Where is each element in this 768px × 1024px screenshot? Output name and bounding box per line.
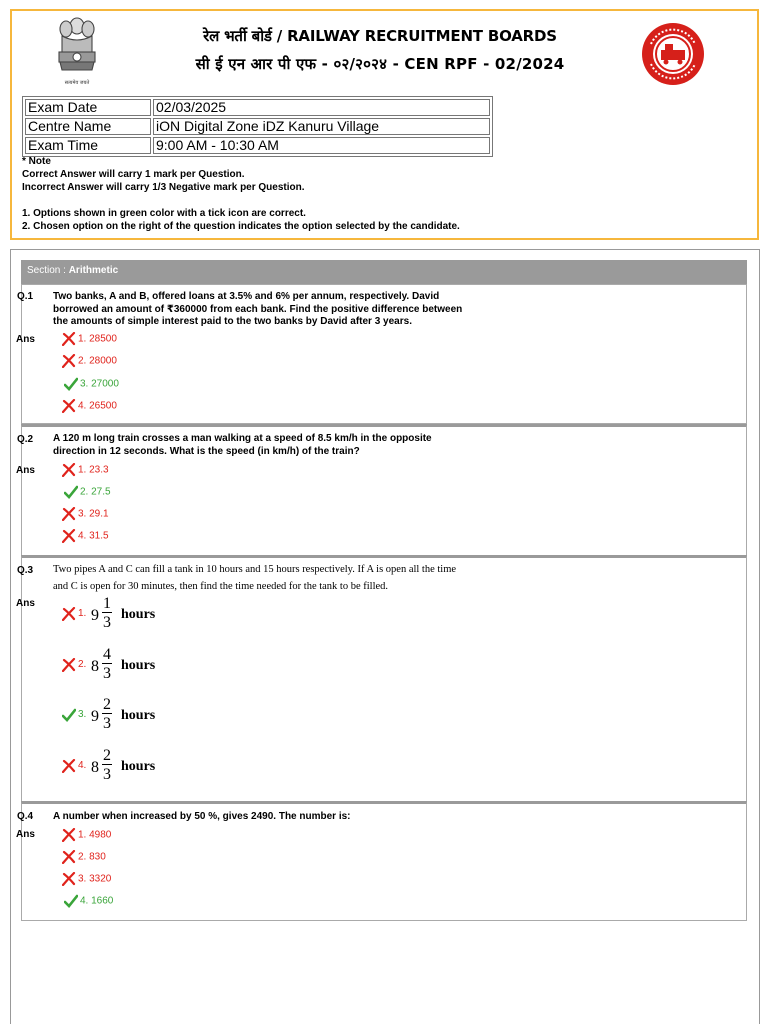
title-line-1: रेल भर्ती बोर्ड / RAILWAY RECRUITMENT BOARDS — [203, 27, 557, 45]
option-number: 3. — [78, 709, 87, 720]
option-label: 4. 1660 — [80, 895, 114, 907]
option-label: 2. 830 — [78, 851, 106, 863]
fraction-denominator: 3 — [103, 614, 111, 631]
exam-time-row — [25, 137, 490, 154]
cross-icon — [62, 607, 76, 621]
fraction-numerator: 2 — [103, 696, 111, 713]
exam-date-label: Exam Date — [25, 99, 151, 116]
option-label: 1. 28500 — [78, 333, 117, 345]
option-correct — [62, 894, 113, 908]
question-text-line: direction in 12 seconds. What is the speed (in km/h) of the train? — [53, 445, 360, 457]
fraction-unit: hours — [121, 658, 156, 673]
centre-name-value: iON Digital Zone iDZ Kanuru Village — [153, 118, 490, 135]
national-emblem-icon — [52, 14, 102, 80]
emblem-caption: सत्यमेव जयते — [64, 80, 90, 86]
ans-label: Ans — [16, 465, 35, 476]
question-text-line: borrowed an amount of ₹360000 from each bank. Find the positive difference between — [53, 303, 463, 315]
fraction-unit: hours — [121, 607, 156, 622]
cross-icon — [62, 759, 76, 773]
question-text-line: A number when increased by 50 %, gives 2490. The number is: — [53, 811, 351, 822]
section-prefix: Section : — [27, 265, 69, 276]
section-name: Arithmetic — [68, 265, 119, 276]
option-wrong — [62, 507, 109, 521]
question-text — [53, 811, 523, 824]
cross-icon — [62, 529, 76, 543]
ans-label: Ans — [16, 334, 35, 345]
cross-icon — [62, 828, 76, 842]
option-label: 4. 31.5 — [78, 530, 109, 542]
question-number: Q.2 — [17, 434, 34, 445]
option-number: 1. — [78, 608, 87, 619]
option-label: 2. 28000 — [78, 355, 117, 367]
fraction-whole: 8 — [91, 759, 99, 776]
option-wrong — [62, 872, 111, 886]
question-text-line: and C is open for 30 minutes, then find the time needed for the tank to be filled. — [53, 581, 389, 592]
cross-icon — [62, 658, 76, 672]
option-label: 1. 4980 — [78, 829, 112, 841]
question-text-line: Two pipes A and C can fill a tank in 10 hours and 15 hours respectively. If A is open all the time — [53, 564, 457, 575]
option-wrong — [62, 828, 111, 842]
question-text-line: the amounts of simple interest paid to the two banks by David after 3 years. — [53, 316, 412, 327]
cross-icon — [62, 354, 76, 368]
ans-label: Ans — [16, 829, 35, 840]
centre-name-label: Centre Name — [25, 118, 151, 135]
note-line — [22, 194, 460, 207]
question-text — [53, 291, 523, 329]
cross-icon — [62, 332, 76, 346]
fraction-whole: 9 — [91, 708, 99, 725]
notes-block — [22, 155, 460, 233]
check-icon — [64, 377, 78, 391]
question-text — [53, 561, 533, 595]
fraction-whole: 9 — [91, 607, 99, 624]
exam-time-label: Exam Time — [25, 137, 151, 154]
option-number: 2. — [78, 659, 87, 670]
cross-icon — [62, 872, 76, 886]
note-line: 2. Chosen option on the right of the question indicates the option selected by the candidate. — [22, 221, 460, 232]
option-wrong — [62, 529, 109, 543]
exam-time-value: 9:00 AM - 10:30 AM — [153, 137, 490, 154]
fraction-whole: 8 — [91, 658, 99, 675]
note-line: Correct Answer will carry 1 mark per Question. — [22, 169, 245, 180]
fraction-denominator: 3 — [103, 715, 111, 732]
exam-date-value: 02/03/2025 — [153, 99, 490, 116]
question-number: Q.1 — [17, 291, 34, 302]
indian-railways-logo-icon — [641, 22, 705, 86]
cross-icon — [62, 850, 76, 864]
question-number: Q.3 — [17, 565, 34, 576]
option-wrong — [62, 463, 109, 477]
check-icon — [62, 708, 76, 722]
option-correct — [62, 377, 119, 391]
exam-info-table — [22, 96, 493, 157]
fraction-numerator: 4 — [103, 646, 111, 663]
check-icon — [64, 894, 78, 908]
cross-icon — [62, 507, 76, 521]
option-wrong — [62, 332, 117, 346]
option-label: 3. 3320 — [78, 873, 112, 885]
option-wrong — [62, 354, 117, 368]
fraction-denominator: 3 — [103, 665, 111, 682]
fraction-numerator: 1 — [103, 595, 111, 612]
title-line-2: सी ई एन आर पी एफ - ०२/२०२४ - CEN RPF - 02/2024 — [195, 55, 565, 73]
note-line: Incorrect Answer will carry 1/3 Negative mark per Question. — [22, 182, 305, 193]
option-wrong — [62, 399, 117, 413]
option-correct — [62, 485, 111, 499]
option-wrong — [62, 850, 106, 864]
section-header — [21, 260, 747, 284]
question-number: Q.4 — [17, 811, 34, 822]
option-label: 1. 23.3 — [78, 464, 109, 476]
option-label: 2. 27.5 — [80, 486, 111, 498]
question-text-line: Two banks, A and B, offered loans at 3.5% and 6% per annum, respectively. David — [53, 291, 440, 302]
fraction-unit: hours — [121, 708, 156, 723]
check-icon — [64, 485, 78, 499]
note-line: 1. Options shown in green color with a tick icon are correct. — [22, 208, 306, 219]
exam-date-row — [25, 99, 490, 116]
cross-icon — [62, 463, 76, 477]
centre-name-row — [25, 118, 490, 135]
question-text — [53, 433, 523, 458]
fraction-denominator: 3 — [103, 766, 111, 783]
cross-icon — [62, 399, 76, 413]
option-number: 4. — [78, 760, 87, 771]
fraction-unit: hours — [121, 759, 156, 774]
fraction-numerator: 2 — [103, 747, 111, 764]
question-text-line: A 120 m long train crosses a man walking at a speed of 8.5 km/h in the opposite — [53, 433, 432, 444]
ans-label: Ans — [16, 598, 35, 609]
option-label: 4. 26500 — [78, 400, 117, 412]
option-label: 3. 27000 — [80, 378, 119, 390]
option-label: 3. 29.1 — [78, 508, 109, 520]
note-heading: * Note — [22, 156, 51, 167]
